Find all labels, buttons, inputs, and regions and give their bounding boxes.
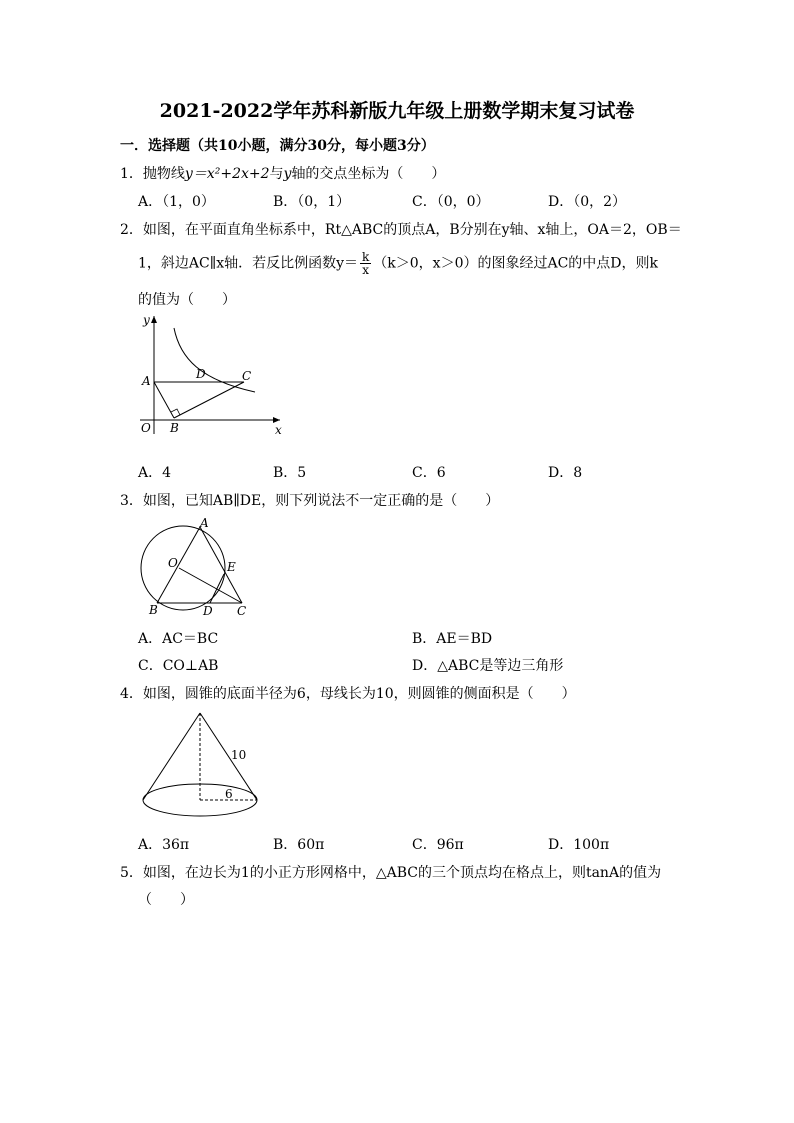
question-4 [120, 683, 576, 703]
segment-bc [174, 382, 244, 418]
label-slant: 10 [231, 748, 247, 762]
option-d[interactable]: D．100π [548, 837, 610, 853]
option-c[interactable]: C．（0，0） [412, 194, 490, 210]
label-c: C [237, 604, 247, 618]
figure-circle-triangle [135, 515, 255, 621]
question-5-line-2: （ ） [138, 892, 194, 908]
label-d: D [196, 367, 206, 381]
option-c[interactable]: C．6 [412, 465, 446, 481]
option-d[interactable]: D．（0，2） [548, 194, 627, 210]
option-b[interactable]: B．AE＝BD [412, 631, 493, 647]
label-b: B [170, 421, 179, 435]
question-text: 抛物线 [142, 166, 185, 182]
question-text: 1，斜边AC∥x轴．若反比例函数y＝ [138, 255, 359, 272]
figure-cone [135, 707, 265, 827]
variable: y [283, 166, 292, 182]
label-d: D [203, 604, 213, 618]
label-b: B [149, 603, 158, 617]
question-1 [120, 163, 445, 183]
question-number: 3． [120, 493, 143, 509]
label-a: A [142, 374, 151, 388]
question-number: 5． [120, 865, 143, 881]
label-c: C [242, 369, 252, 383]
segment-ab [157, 527, 200, 603]
question-2-line-1 [120, 219, 682, 239]
question-5-line-1 [120, 862, 661, 882]
label-radius: 6 [225, 787, 233, 801]
page-title: 2021-2022学年苏科新版九年级上册数学期末复习试卷 [159, 100, 635, 122]
option-c[interactable]: C．96π [412, 837, 464, 853]
y-axis-arrow [151, 316, 157, 323]
option-a[interactable]: A．（1，0） [138, 194, 215, 210]
label-o: O [168, 556, 178, 570]
fraction-denominator: x [362, 263, 370, 277]
question-2-line-3: 的值为（ ） [138, 292, 236, 308]
option-a[interactable]: A．AC＝BC [138, 631, 219, 647]
segment-ab [154, 382, 174, 418]
label-x: x [275, 423, 282, 437]
label-e: E [227, 560, 236, 574]
question-text: 与 [269, 166, 284, 182]
question-3 [120, 490, 499, 510]
option-a[interactable]: A．36π [138, 837, 190, 853]
option-d[interactable]: D．△ABC是等边三角形 [412, 658, 564, 674]
option-a[interactable]: A．4 [138, 465, 172, 481]
question-text: 如图，已知AB∥DE，则下列说法不一定正确的是（ ） [142, 493, 500, 509]
question-number: 4． [120, 686, 143, 702]
option-b[interactable]: B．5 [273, 465, 307, 481]
question-2-line-2 [138, 251, 658, 276]
option-c[interactable]: C．CO⊥AB [138, 658, 219, 674]
equation: y＝x²+2x+2 [184, 166, 270, 182]
question-number: 2． [120, 222, 143, 238]
section-heading: 一．选择题（共10小题，满分30分，每小题3分） [120, 138, 435, 154]
figure-coordinate-graph [130, 310, 290, 438]
question-number: 1． [120, 166, 143, 182]
question-text: 如图，在平面直角坐标系中，Rt△ABC的顶点A，B分别在y轴、x轴上，OA＝2，OB＝ [142, 222, 682, 238]
label-o: O [141, 421, 151, 435]
cone-slant-left [143, 713, 200, 800]
question-text: （k＞0，x＞0）的图象经过AC的中点D，则k [373, 255, 659, 272]
question-text: 如图，在边长为1的小正方形网格中，△ABC的三个顶点均在格点上，则tanA的值为 [142, 865, 662, 881]
option-b[interactable]: B．（0，1） [273, 194, 351, 210]
option-d[interactable]: D．8 [548, 465, 583, 481]
fraction-numerator: k [362, 250, 370, 264]
option-b[interactable]: B．60π [273, 837, 325, 853]
question-text: 轴的交点坐标为（ ） [291, 166, 446, 182]
segment-de [210, 574, 224, 603]
label-a: A [200, 516, 209, 530]
question-text: 如图，圆锥的底面半径为6，母线长为10，则圆锥的侧面积是（ ） [142, 686, 576, 702]
fraction [360, 251, 371, 276]
label-y: y [143, 313, 150, 327]
